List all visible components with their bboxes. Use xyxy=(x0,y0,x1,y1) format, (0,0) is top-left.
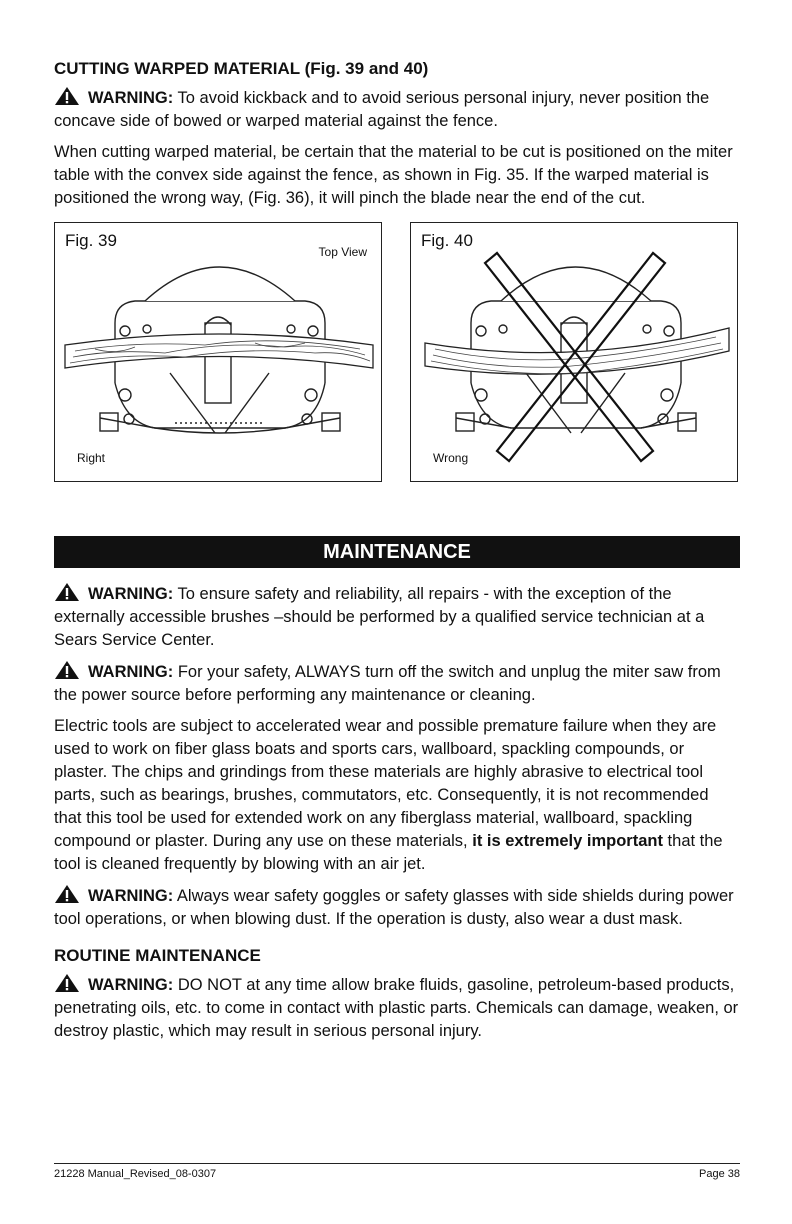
warning-triangle-icon xyxy=(54,86,84,106)
section-heading-routine: ROUTINE MAINTENANCE xyxy=(54,946,261,965)
warning-label: WARNING: xyxy=(88,89,174,107)
page-footer xyxy=(54,1163,740,1180)
warning-label: WARNING: xyxy=(88,663,174,681)
warning-triangle-icon xyxy=(54,884,84,904)
paragraph-electric-tools xyxy=(54,715,740,876)
warning-text: DO NOT at any time allow brake fluids, gasoline, petroleum-based products, penetrating oils, etc. to come in contact with plastic parts. Chemicals can damage, weaken, or destroy plastic, which may result in serious personal injury. xyxy=(54,976,739,1040)
paragraph-text: that the tool is cleaned frequently by blowing with an air jet. xyxy=(54,832,723,873)
warning-text: To avoid kickback and to avoid serious personal injury, never position the concave side of bowed or warped material against the fence. xyxy=(54,89,710,130)
miter-saw-wrong-illustration xyxy=(411,223,739,483)
warning-repairs xyxy=(54,582,740,652)
warning-goggles xyxy=(54,884,740,931)
figure-caption: Wrong xyxy=(433,451,469,465)
footer-page-number: Page 38 xyxy=(699,1168,740,1180)
page-content xyxy=(54,58,740,1051)
warning-warped xyxy=(54,86,740,133)
warning-triangle-icon xyxy=(54,973,84,993)
paragraph-emphasis: it is extremely important xyxy=(472,832,663,850)
figure-40 xyxy=(410,222,738,482)
figure-view-label: Top View xyxy=(318,245,367,259)
figure-caption: Right xyxy=(77,451,106,465)
warning-label: WARNING: xyxy=(88,585,174,603)
warning-triangle-icon xyxy=(54,582,84,602)
miter-saw-right-illustration xyxy=(55,223,383,483)
maintenance-banner: MAINTENANCE xyxy=(54,536,740,568)
warning-text: Always wear safety goggles or safety glasses with side shields during power tool operations, or when blowing dust. If the operation is dusty, also wear a dust mask. xyxy=(54,887,734,928)
warning-label: WARNING: xyxy=(88,887,174,905)
warning-chemicals xyxy=(54,973,740,1043)
paragraph-warped: When cutting warped material, be certain that the material to be cut is positioned on the miter table with the convex side against the fence, as shown in Fig. 35. If the warped material is positioned the wrong way, (Fig. 36), it will pinch the blade near the end of the cut. xyxy=(54,143,733,207)
warning-power xyxy=(54,660,740,707)
section-heading-warped: CUTTING WARPED MATERIAL (Fig. 39 and 40) xyxy=(54,59,429,78)
warning-text: For your safety, ALWAYS turn off the switch and unplug the miter saw from the power source before performing any maintenance or cleaning. xyxy=(54,663,721,704)
warning-text: To ensure safety and reliability, all repairs - with the exception of the externally accessible brushes –should be performed by a qualified service technician at a Sears Service Center. xyxy=(54,585,705,649)
footer-document-id: 21228 Manual_Revised_08-0307 xyxy=(54,1168,217,1180)
figure-label: Fig. 39 xyxy=(65,231,117,250)
figure-39 xyxy=(54,222,382,482)
warning-triangle-icon xyxy=(54,660,84,680)
paragraph-text: Electric tools are subject to accelerated wear and possible premature failure when they are used to work on fiber glass boats and sports cars, wallboard, spackling compounds, or plaster. The chips and grindings from these materials are highly abrasive to electrical tool parts, such as bearings, brushes, commutators, etc. Consequently, it is not recommended that this tool be used for extended work on any fiberglass material, wallboard, spackling compound or plaster. During any use on these materials, xyxy=(54,717,717,850)
figures xyxy=(54,222,740,492)
figure-label: Fig. 40 xyxy=(421,231,473,250)
warning-label: WARNING: xyxy=(88,976,174,994)
